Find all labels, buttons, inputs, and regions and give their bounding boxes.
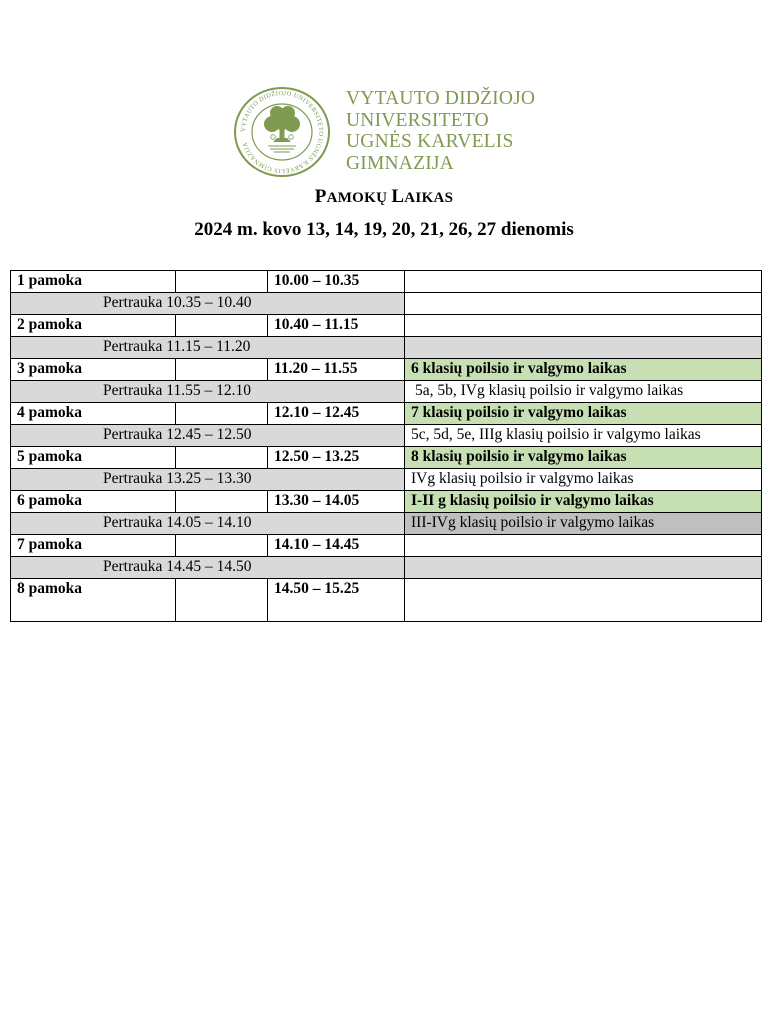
lesson-row (11, 315, 762, 337)
lesson-name: 4 pamoka (11, 403, 176, 425)
title-initial-2: L (391, 186, 405, 207)
lesson-name: 2 pamoka (11, 315, 176, 337)
break-row (11, 293, 762, 315)
lesson-row (11, 271, 762, 293)
lesson-note: 6 klasių poilsio ir valgymo laikas (405, 359, 762, 381)
lesson-blank-cell (176, 579, 268, 622)
break-row (11, 557, 762, 579)
break-row (11, 513, 762, 535)
lesson-note (405, 271, 762, 293)
break-note: 5c, 5d, 5e, IIIg klasių poilsio ir valgymo laikas (405, 425, 762, 447)
lesson-name: 3 pamoka (11, 359, 176, 381)
lesson-blank-cell (176, 315, 268, 337)
lesson-time: 12.50 – 13.25 (268, 447, 405, 469)
lesson-blank-cell (176, 403, 268, 425)
break-note: III-IVg klasių poilsio ir valgymo laikas (405, 513, 762, 535)
lesson-time: 14.10 – 14.45 (268, 535, 405, 557)
title-rest-1: AMOKŲ (326, 190, 392, 206)
lesson-row (11, 403, 762, 425)
break-label: Pertrauka 10.35 – 10.40 (11, 293, 405, 315)
school-seal-emblem (233, 86, 331, 178)
break-row (11, 337, 762, 359)
break-label: Pertrauka 13.25 – 13.30 (11, 469, 405, 491)
break-row (11, 381, 762, 403)
break-label: Pertrauka 14.45 – 14.50 (11, 557, 405, 579)
school-name-line-2: UNIVERSITETO (346, 109, 489, 131)
lesson-time: 10.00 – 10.35 (268, 271, 405, 293)
break-label: Pertrauka 11.55 – 12.10 (11, 381, 405, 403)
break-note (405, 337, 762, 359)
lesson-note (405, 315, 762, 337)
lesson-time: 13.30 – 14.05 (268, 491, 405, 513)
lesson-note: 7 klasių poilsio ir valgymo laikas (405, 403, 762, 425)
lesson-name: 6 pamoka (11, 491, 176, 513)
lesson-row (11, 359, 762, 381)
lesson-blank-cell (176, 359, 268, 381)
lesson-row (11, 491, 762, 513)
lesson-blank-cell (176, 491, 268, 513)
lesson-blank-cell (176, 447, 268, 469)
lesson-name: 8 pamoka (11, 579, 176, 622)
title-rest-2: AIKAS (404, 190, 454, 206)
break-label: Pertrauka 14.05 – 14.10 (11, 513, 405, 535)
break-row (11, 469, 762, 491)
break-note: 5a, 5b, IVg klasių poilsio ir valgymo laikas (405, 381, 762, 403)
schedule-table (10, 270, 762, 622)
page-title (0, 186, 768, 208)
seal-ring-text: VYTAUTO DIDŽIOJO UNIVERSITETO UGNĖS KARVELIS GIMNAZIJA (239, 89, 325, 175)
lesson-name: 7 pamoka (11, 535, 176, 557)
lesson-name: 1 pamoka (11, 271, 176, 293)
school-name-line-4: GIMNAZIJA (346, 152, 454, 174)
break-note (405, 293, 762, 315)
lesson-note: I-II g klasių poilsio ir valgymo laikas (405, 491, 762, 513)
lesson-time: 10.40 – 11.15 (268, 315, 405, 337)
lesson-blank-cell (176, 535, 268, 557)
lesson-row (11, 447, 762, 469)
break-note (405, 557, 762, 579)
break-row (11, 425, 762, 447)
lesson-blank-cell (176, 271, 268, 293)
title-initial-1: P (314, 186, 327, 207)
break-label: Pertrauka 11.15 – 11.20 (11, 337, 405, 359)
lesson-row (11, 535, 762, 557)
lesson-note (405, 579, 762, 622)
lesson-time: 11.20 – 11.55 (268, 359, 405, 381)
lesson-note (405, 535, 762, 557)
lesson-name: 5 pamoka (11, 447, 176, 469)
school-logo (233, 86, 543, 178)
school-name (346, 88, 546, 174)
lesson-time: 14.50 – 15.25 (268, 579, 405, 622)
page-subtitle: 2024 m. kovo 13, 14, 19, 20, 21, 26, 27 dienomis (194, 219, 574, 240)
lesson-note: 8 klasių poilsio ir valgymo laikas (405, 447, 762, 469)
lesson-time: 12.10 – 12.45 (268, 403, 405, 425)
break-label: Pertrauka 12.45 – 12.50 (11, 425, 405, 447)
school-name-line-1: VYTAUTO DIDŽIOJO (346, 88, 536, 109)
school-name-line-3: UGNĖS KARVELIS (346, 131, 514, 152)
lesson-row (11, 579, 762, 622)
break-note: IVg klasių poilsio ir valgymo laikas (405, 469, 762, 491)
